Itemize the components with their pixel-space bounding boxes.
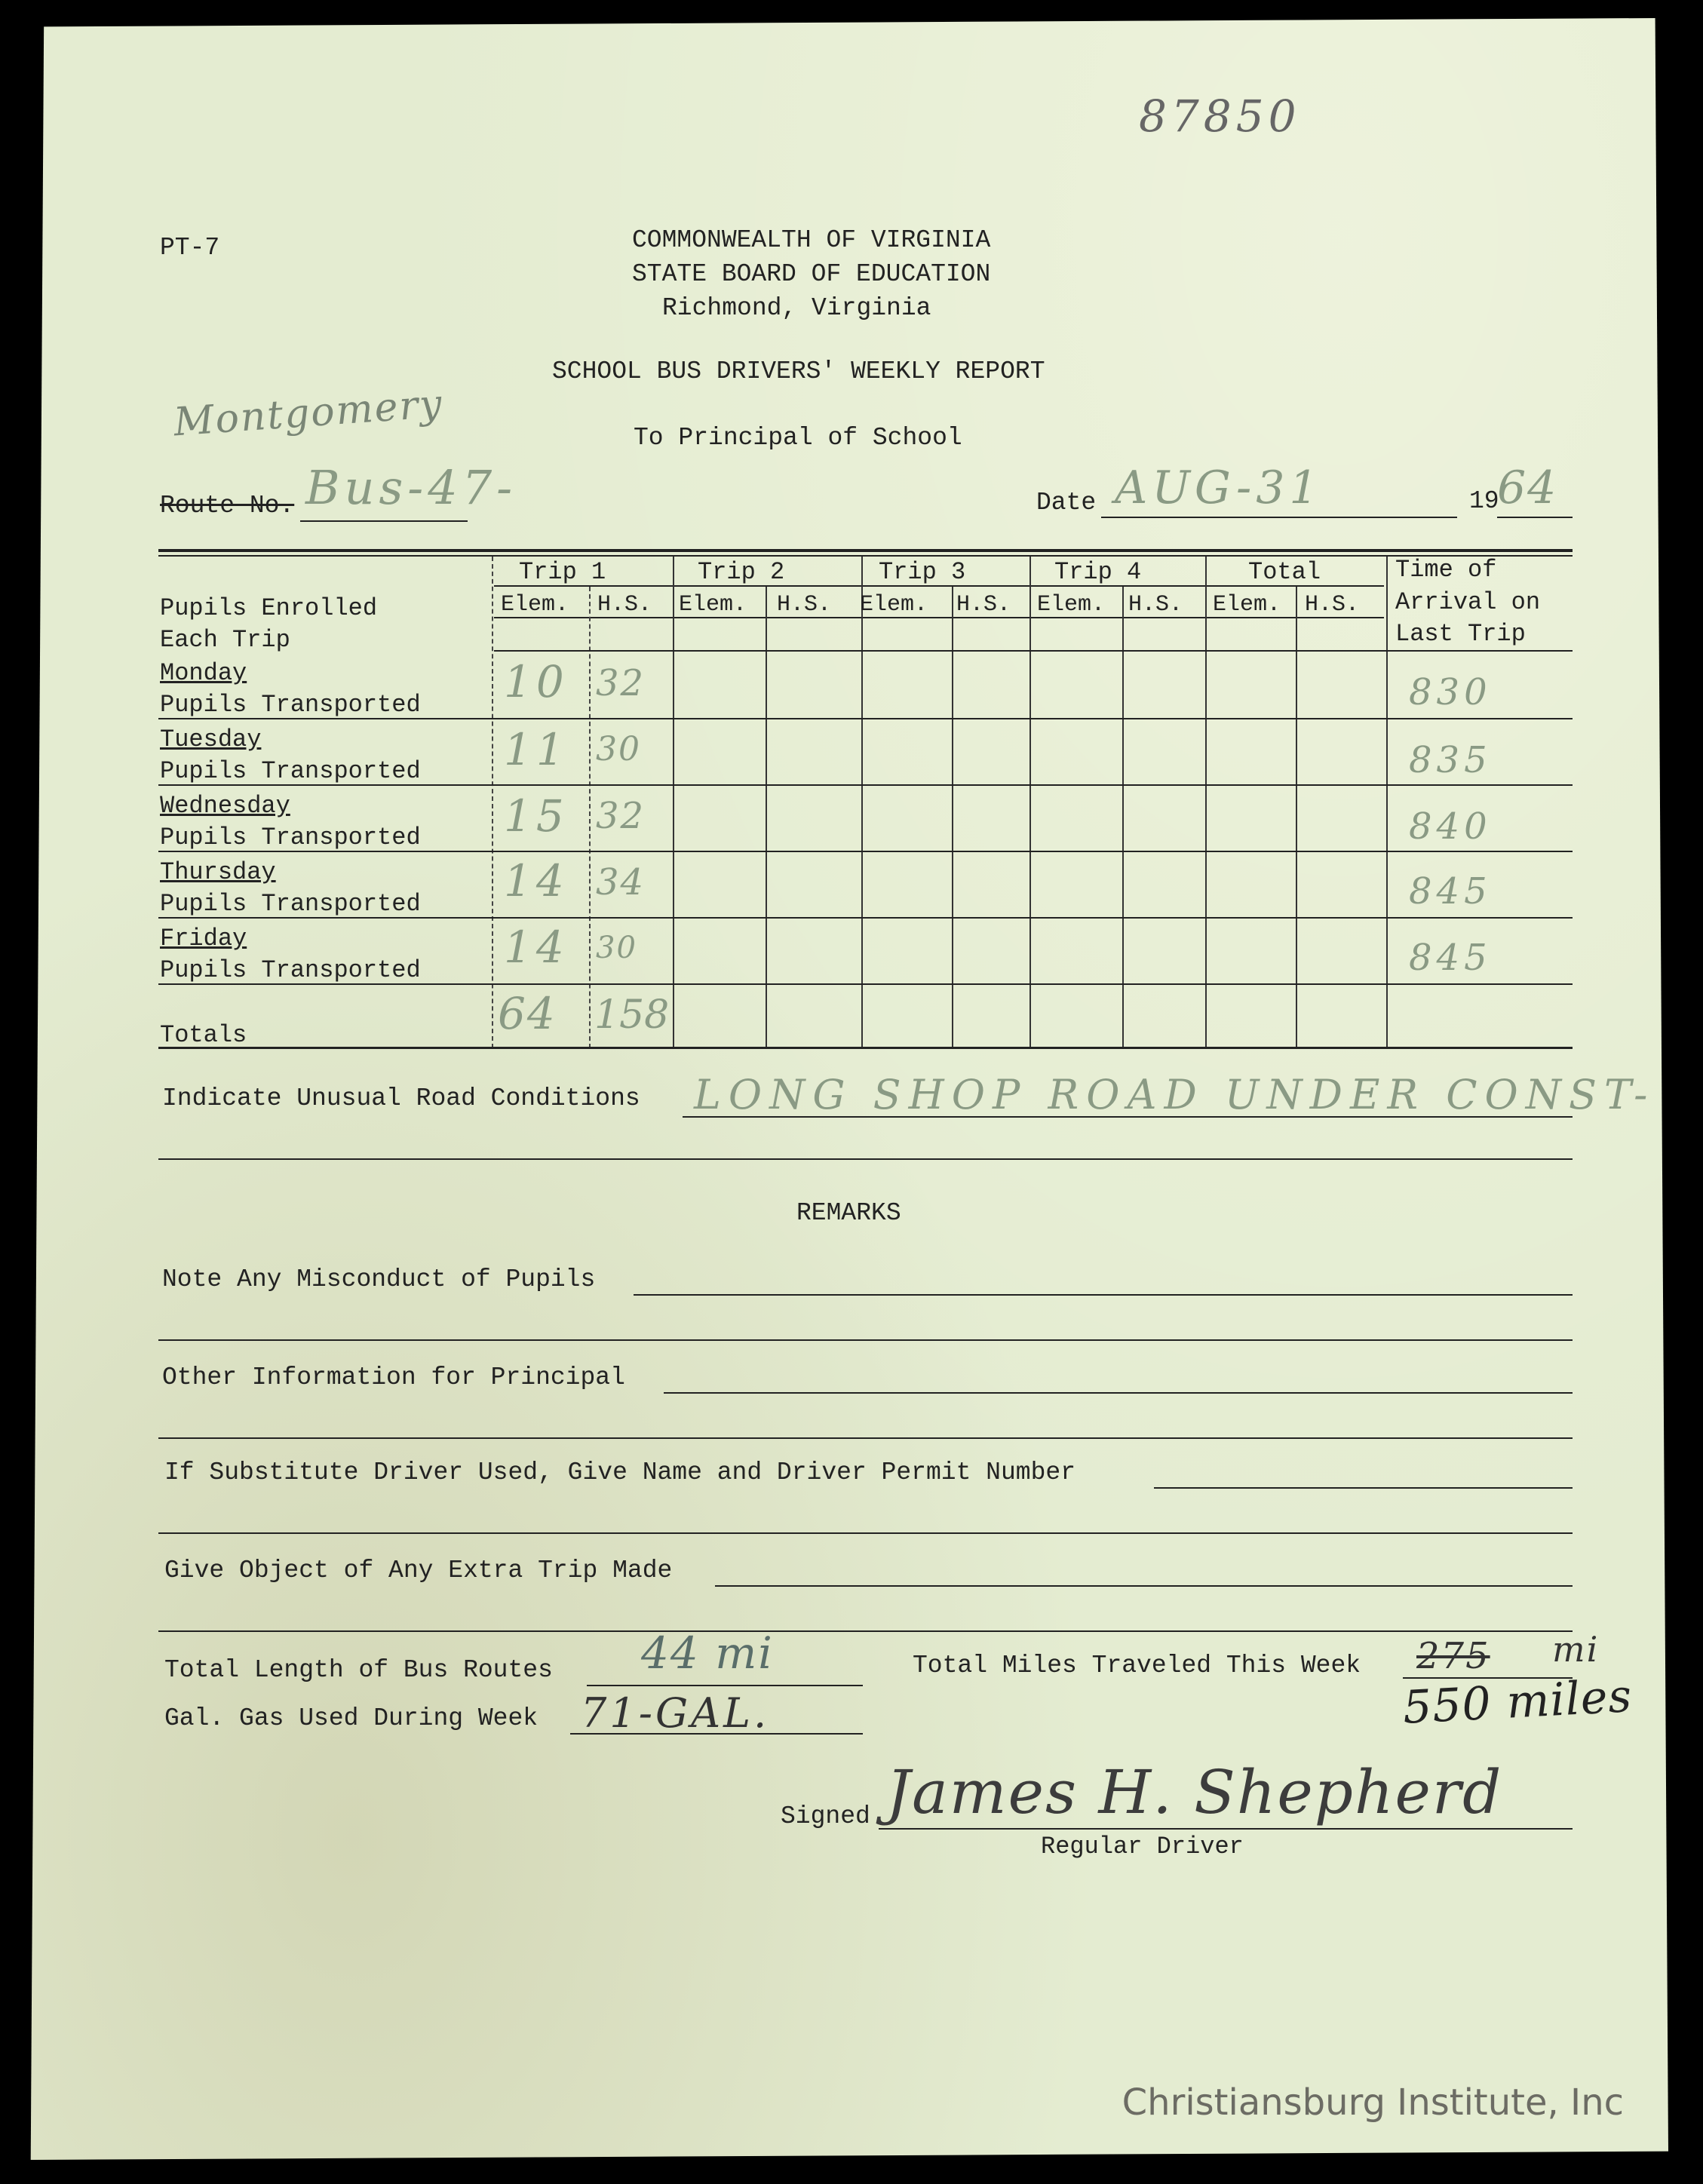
table-top-rule2 [158, 555, 1573, 557]
misconduct-line2 [158, 1339, 1573, 1341]
wednesday-elem: 15 [504, 790, 569, 842]
sub-trip4-elem: Elem. [1037, 592, 1106, 618]
header-line2: STATE BOARD OF EDUCATION [632, 260, 991, 288]
header-line3: Richmond, Virginia [662, 294, 931, 322]
addressee: To Principal of School [634, 424, 962, 452]
friday-rule [158, 983, 1573, 985]
miles-traveled-value: 550 miles [1401, 1670, 1634, 1735]
time-header-line2: Arrival on [1395, 588, 1541, 616]
group-trip4: Trip 4 [1054, 558, 1142, 586]
extra-trip-label: Give Object of Any Extra Trip Made [164, 1557, 673, 1584]
vline-total-left [1205, 557, 1207, 1048]
county-name: Montgomery [172, 381, 445, 446]
time-header-line1: Time of [1395, 556, 1497, 584]
signed-label: Signed [781, 1802, 870, 1830]
other-info-label: Other Information for Principal [162, 1363, 625, 1391]
monday-hs: 32 [596, 662, 646, 704]
tuesday-time: 835 [1409, 739, 1492, 781]
header-line1: COMMONWEALTH OF VIRGINIA [632, 226, 991, 254]
signature-value: James H. Shepherd [886, 1757, 1503, 1827]
watermark: Christiansburg Institute, Inc [1122, 2081, 1624, 2124]
road-conditions-label: Indicate Unusual Road Conditions [162, 1084, 640, 1112]
group-total: Total [1248, 558, 1321, 586]
sub-trip4-hs: H.S. [1128, 592, 1183, 618]
vline-trip4-mid [1122, 587, 1124, 1048]
header-row-bottom [494, 650, 1573, 652]
sub-trip2-elem: Elem. [679, 592, 747, 618]
road-conditions-underline [683, 1116, 1573, 1118]
substitute-label: If Substitute Driver Used, Give Name and Driver Permit Number [164, 1459, 1075, 1486]
group-trip2: Trip 2 [698, 558, 785, 586]
row-sub-monday: Pupils Transported [160, 691, 421, 719]
row-day-thursday: Thursday [160, 858, 276, 886]
road-conditions-value: LONG SHOP ROAD UNDER CONST- [694, 1071, 1655, 1118]
row-day-tuesday: Tuesday [160, 725, 262, 753]
group-trip1: Trip 1 [519, 558, 606, 586]
miles-struck-value: 275 [1416, 1635, 1490, 1677]
signature-role: Regular Driver [1041, 1833, 1244, 1860]
route-label: Route No. [160, 492, 295, 520]
vline-trip3-mid [952, 587, 953, 1048]
thursday-rule [158, 917, 1573, 919]
misconduct-label: Note Any Misconduct of Pupils [162, 1265, 596, 1293]
extra-trip-line2 [158, 1630, 1573, 1632]
tuesday-rule [158, 784, 1573, 786]
totals-elem: 64 [498, 988, 557, 1039]
row-sub-thursday: Pupils Transported [160, 890, 421, 918]
date-underline [1101, 517, 1457, 518]
extra-trip-line1 [715, 1585, 1573, 1587]
table-top-rule [158, 549, 1573, 552]
time-header-line3: Last Trip [1395, 620, 1526, 648]
thursday-hs: 34 [596, 861, 646, 903]
gas-used-underline [570, 1733, 863, 1735]
friday-elem: 14 [504, 922, 569, 973]
miles-traveled-label: Total Miles Traveled This Week [913, 1652, 1361, 1679]
vline-trip3-left [861, 557, 863, 1048]
sub-total-hs: H.S. [1305, 592, 1360, 618]
friday-hs: 30 [596, 931, 637, 965]
report-title: SCHOOL BUS DRIVERS' WEEKLY REPORT [552, 357, 1045, 385]
route-length-underline [587, 1685, 863, 1686]
sub-total-elem: Elem. [1213, 592, 1281, 618]
monday-elem: 10 [504, 656, 569, 707]
row-sub-friday: Pupils Transported [160, 956, 421, 984]
group-trip3: Trip 3 [879, 558, 966, 586]
vline-time-left [1386, 557, 1388, 1048]
year-prefix: 19 [1469, 487, 1499, 515]
form-code: PT-7 [160, 234, 220, 262]
vline-trip1-mid [589, 587, 591, 1048]
wednesday-rule [158, 851, 1573, 852]
other-info-line1 [664, 1392, 1573, 1394]
totals-label: Totals [160, 1021, 247, 1049]
misconduct-line1 [634, 1294, 1573, 1296]
route-underline [300, 520, 468, 522]
row-header-line2: Each Trip [160, 626, 290, 654]
substitute-line1 [1154, 1487, 1573, 1489]
sub-trip3-hs: H.S. [956, 592, 1011, 618]
sub-trip2-hs: H.S. [777, 592, 832, 618]
wednesday-time: 840 [1409, 805, 1492, 848]
tuesday-hs: 30 [596, 730, 641, 768]
vline-trip2-left [673, 557, 674, 1048]
totals-hs: 158 [594, 992, 670, 1038]
substitute-line2 [158, 1532, 1573, 1534]
monday-time: 830 [1409, 671, 1492, 713]
vline-trip1-left [492, 557, 493, 1048]
year-suffix: 64 [1497, 462, 1558, 514]
sub-trip3-elem: Elem. [860, 592, 928, 618]
miles-unit: mi [1552, 1629, 1600, 1670]
road-conditions-line2 [158, 1158, 1573, 1160]
signature-underline [879, 1828, 1573, 1830]
thursday-time: 845 [1409, 870, 1492, 913]
monday-rule [158, 718, 1573, 719]
thursday-elem: 14 [504, 855, 569, 906]
stamp-number: 87850 [1139, 90, 1301, 142]
gas-used-label: Gal. Gas Used During Week [164, 1704, 539, 1732]
row-header-line1: Pupils Enrolled [160, 594, 378, 622]
vline-total-mid [1296, 587, 1297, 1048]
wednesday-hs: 32 [596, 795, 646, 837]
other-info-line2 [158, 1437, 1573, 1439]
row-sub-tuesday: Pupils Transported [160, 757, 421, 785]
row-day-friday: Friday [160, 925, 247, 952]
vline-trip2-mid [766, 587, 767, 1048]
gas-used-value: 71-GAL. [581, 1689, 770, 1737]
year-underline [1497, 517, 1573, 518]
sub-trip1-elem: Elem. [501, 592, 569, 618]
tuesday-elem: 11 [504, 724, 569, 775]
route-length-value: 44 mi [641, 1627, 774, 1679]
totals-rule [158, 1047, 1573, 1049]
date-value: AUG-31 [1115, 462, 1323, 514]
date-label: Date [1036, 489, 1097, 517]
row-day-monday: Monday [160, 659, 247, 687]
sub-trip1-hs: H.S. [597, 592, 652, 618]
remarks-title: REMARKS [796, 1199, 901, 1227]
route-value: Bus-47- [305, 460, 517, 515]
route-length-label: Total Length of Bus Routes [164, 1656, 553, 1684]
row-sub-wednesday: Pupils Transported [160, 824, 421, 851]
vline-trip4-left [1029, 557, 1031, 1048]
row-day-wednesday: Wednesday [160, 792, 290, 820]
friday-time: 845 [1409, 937, 1492, 979]
